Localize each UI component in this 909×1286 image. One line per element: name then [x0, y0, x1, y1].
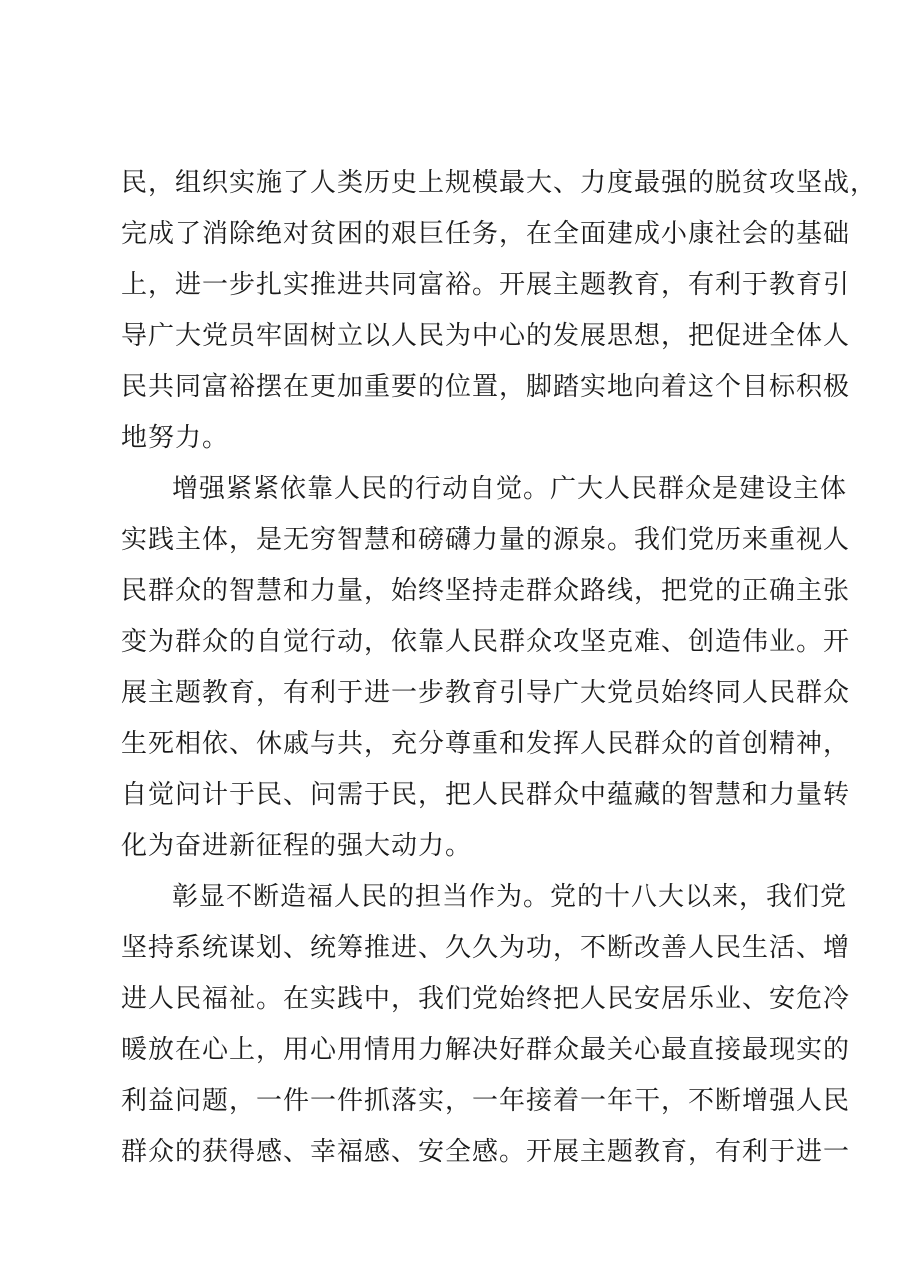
paragraph-3-line-2: 坚持系统谋划、统筹推进、久久为功，不断改善人民生活、增	[121, 933, 851, 963]
paragraph-1-line-3: 上，进一步扎实推进共同富裕。开展主题教育，有利于教育引	[121, 270, 851, 300]
paragraph-2-line-5: 展主题教育，有利于进一步教育引导广大党员始终同人民群众	[121, 678, 851, 708]
paragraph-1-line-1: 民，组织实施了人类历史上规模最大、力度最强的脱贫攻坚战，	[121, 168, 878, 198]
paragraph-2-line-4: 变为群众的自觉行动，依靠人民群众攻坚克难、创造伟业。开	[121, 627, 851, 657]
paragraph-2-line-7: 自觉问计于民、问需于民，把人民群众中蕴藏的智慧和力量转	[121, 780, 851, 810]
paragraph-3-line-6: 群众的获得感、幸福感、安全感。开展主题教育，有利于进一	[121, 1137, 851, 1167]
paragraph-1-line-5: 民共同富裕摆在更加重要的位置，脚踏实地向着这个目标积极	[121, 372, 851, 402]
paragraph-1-line-4: 导广大党员牢固树立以人民为中心的发展思想，把促进全体人	[121, 321, 851, 351]
paragraph-2-line-1: 增强紧紧依靠人民的行动自觉。广大人民群众是建设主体	[172, 474, 848, 504]
paragraph-2-line-6: 生死相依、休戚与共，充分尊重和发挥人民群众的首创精神，	[121, 729, 851, 759]
paragraph-2-line-3: 民群众的智慧和力量，始终坚持走群众路线，把党的正确主张	[121, 576, 851, 606]
paragraph-3-line-4: 暖放在心上，用心用情用力解决好群众最关心最直接最现实的	[121, 1035, 851, 1065]
paragraph-2-line-2: 实践主体，是无穷智慧和磅礴力量的源泉。我们党历来重视人	[121, 525, 851, 555]
paragraph-1-line-6: 地努力。	[121, 423, 230, 453]
paragraph-3-line-5: 利益问题，一件一件抓落实，一年接着一年干，不断增强人民	[121, 1086, 851, 1116]
paragraph-1-line-2: 完成了消除绝对贫困的艰巨任务，在全面建成小康社会的基础	[121, 219, 851, 249]
paragraph-2-line-8: 化为奋进新征程的强大动力。	[121, 831, 473, 861]
paragraph-3-line-1: 彰显不断造福人民的担当作为。党的十八大以来，我们党	[172, 882, 848, 912]
paragraph-3-line-3: 进人民福祉。在实践中，我们党始终把人民安居乐业、安危冷	[121, 984, 851, 1014]
